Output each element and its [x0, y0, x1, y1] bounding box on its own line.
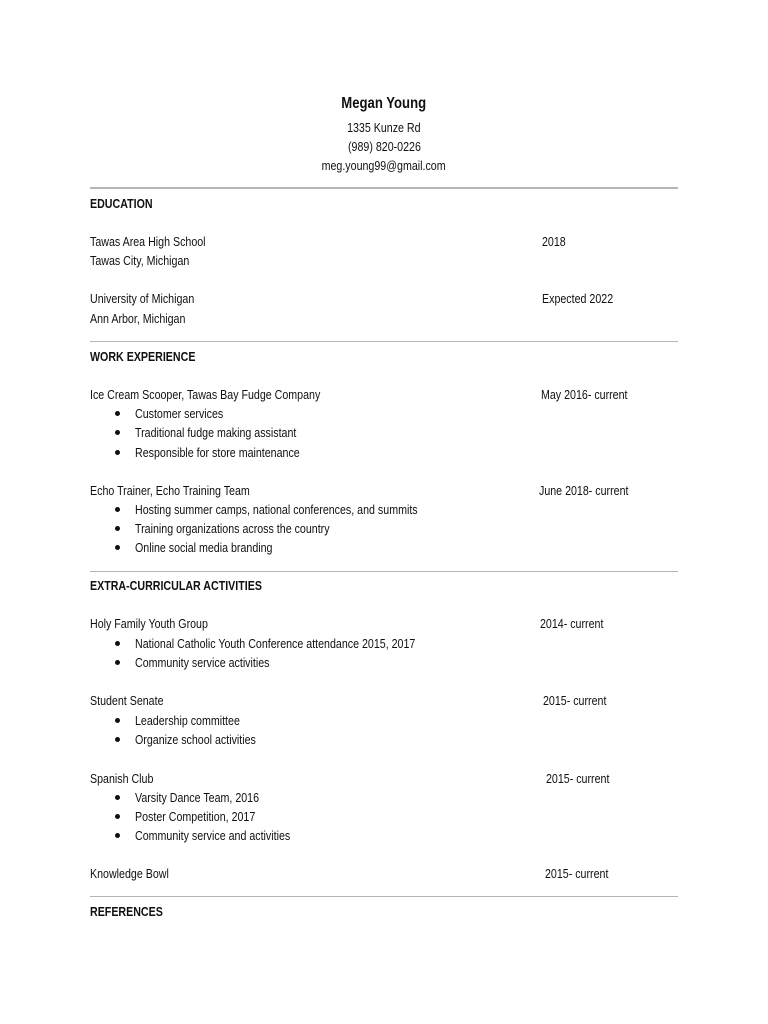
job-date: June 2018- current — [539, 483, 629, 498]
bullet-dot — [115, 450, 120, 455]
bullet-dot — [115, 660, 120, 665]
address: 1335 Kunze Rd — [347, 120, 421, 135]
bullet-dot — [115, 833, 120, 838]
activity-bullet: National Catholic Youth Conference attendance 2015, 2017 — [135, 636, 416, 651]
job-bullet: Online social media branding — [135, 540, 273, 555]
activity-date: 2015- current — [546, 771, 610, 786]
section-divider — [90, 896, 678, 897]
activity-bullet: Community service activities — [135, 655, 270, 670]
phone-row — [0, 138, 768, 156]
resume-name: Megan Young — [341, 95, 427, 112]
education-school: Tawas Area High School — [90, 234, 206, 249]
section-divider — [90, 571, 678, 572]
bullet-dot — [115, 737, 120, 742]
activity-date: 2014- current — [540, 616, 604, 631]
bullet-dot — [115, 718, 120, 723]
section-divider — [90, 341, 678, 342]
education-date: 2018 — [542, 234, 566, 249]
activity-bullet: Leadership committee — [135, 713, 240, 728]
bullet-dot — [115, 814, 120, 819]
bullet-dot — [115, 641, 120, 646]
email-row — [0, 157, 768, 175]
email: meg.young99@gmail.com — [322, 158, 446, 173]
job-bullet: Traditional fudge making assistant — [135, 425, 297, 440]
job-title: Echo Trainer, Echo Training Team — [90, 483, 250, 498]
job-bullet: Training organizations across the country — [135, 521, 330, 536]
bullet-dot — [115, 411, 120, 416]
job-bullet: Customer services — [135, 406, 224, 421]
section-heading-work: WORK EXPERIENCE — [90, 349, 196, 364]
header-divider — [90, 187, 678, 189]
job-date: May 2016- current — [541, 387, 628, 402]
bullet-dot — [115, 526, 120, 531]
education-school: University of Michigan — [90, 291, 195, 306]
address-row — [0, 119, 768, 137]
activity-title: Student Senate — [90, 693, 164, 708]
section-heading-education: EDUCATION — [90, 196, 153, 211]
section-heading-references: REFERENCES — [90, 904, 163, 919]
resume-name-row — [0, 95, 768, 113]
phone: (989) 820-0226 — [347, 139, 421, 154]
activity-title: Spanish Club — [90, 771, 154, 786]
activity-title: Holy Family Youth Group — [90, 616, 208, 631]
education-date: Expected 2022 — [542, 291, 614, 306]
activity-bullet: Community service and activities — [135, 828, 291, 843]
job-title: Ice Cream Scooper, Tawas Bay Fudge Company — [90, 387, 321, 402]
job-bullet: Responsible for store maintenance — [135, 445, 300, 460]
bullet-dot — [115, 430, 120, 435]
bullet-dot — [115, 507, 120, 512]
activity-date: 2015- current — [545, 866, 609, 881]
bullet-dot — [115, 795, 120, 800]
education-location: Ann Arbor, Michigan — [90, 311, 186, 326]
education-location: Tawas City, Michigan — [90, 253, 190, 268]
activity-bullet: Varsity Dance Team, 2016 — [135, 790, 260, 805]
activity-bullet: Poster Competition, 2017 — [135, 809, 256, 824]
activity-title: Knowledge Bowl — [90, 866, 169, 881]
section-heading-activities: EXTRA-CURRICULAR ACTIVITIES — [90, 578, 262, 593]
job-bullet: Hosting summer camps, national conferences, and summits — [135, 502, 418, 517]
activity-date: 2015- current — [543, 693, 607, 708]
bullet-dot — [115, 545, 120, 550]
activity-bullet: Organize school activities — [135, 732, 256, 747]
